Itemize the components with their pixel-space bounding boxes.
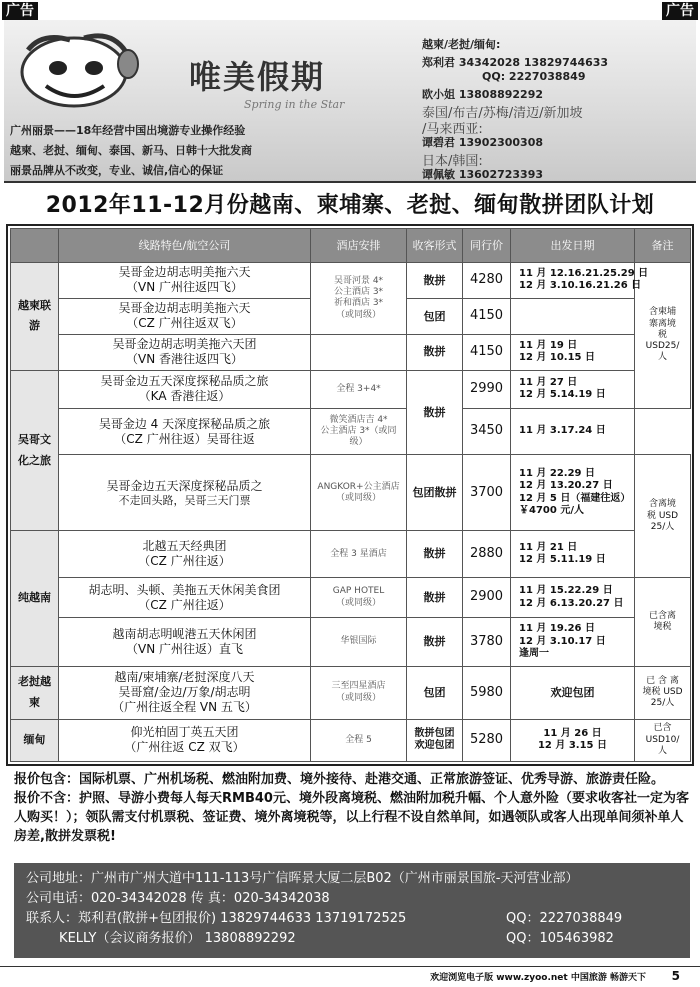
tagline-3: 丽景品牌从不改变，专业、诚信,信心的保证 xyxy=(10,164,224,177)
region-myanmar: 缅甸 xyxy=(11,719,59,761)
region-vietnam: 纯越南 xyxy=(11,531,59,666)
date-line: 11 月 12.16.21.25.29 日 xyxy=(519,267,649,279)
note-line: 境税 xyxy=(653,621,672,632)
route-cell xyxy=(59,531,311,578)
route-cell xyxy=(59,263,311,299)
route-name: 越南/柬埔寨/老挝深度八天 xyxy=(114,670,255,685)
note-line: 已含 xyxy=(653,723,672,734)
qq-2: QQ：105463982 xyxy=(506,931,614,946)
date-line: 12 月 3.15 日 xyxy=(537,740,608,752)
hotel-line: 三至四星酒店 xyxy=(331,681,386,692)
hotel-line: ANGKOR+公主酒店 xyxy=(317,481,400,492)
route-cell xyxy=(59,666,311,719)
route-cell xyxy=(59,370,311,408)
date-line: 12 月 13.20.27 日 xyxy=(519,480,613,492)
note-line: 含离境 xyxy=(648,499,676,510)
note-line: 境税 USD xyxy=(642,687,683,698)
table-row xyxy=(11,666,691,719)
company-phone: 公司电话：020-34342028 传 真：020-34342038 xyxy=(26,891,330,906)
note-line: 税 USD xyxy=(646,510,679,521)
kind-cell: 散拼 xyxy=(407,263,463,299)
date-cell xyxy=(511,455,635,531)
date-cell xyxy=(511,531,635,578)
price-cell: 2990 xyxy=(463,370,511,408)
table-row xyxy=(11,531,691,578)
date-line: 12 月 6.13.20.27 日 xyxy=(519,597,624,609)
kind-cell: 散拼 xyxy=(407,334,463,370)
route-cell xyxy=(59,719,311,761)
table-row xyxy=(11,455,691,531)
date-line: 12 月 5.11.19 日 xyxy=(519,554,606,566)
route-flight: （VN 广州往返）直飞 xyxy=(125,641,243,656)
price-cell: 3780 xyxy=(463,618,511,667)
route-name: 仰光柏固丁英五天团 xyxy=(130,725,239,740)
route-flight: （CZ 广州往返） xyxy=(138,597,231,612)
kind-line: 欢迎包团 xyxy=(414,740,455,752)
kind-cell: 包团 xyxy=(407,666,463,719)
site-slogan: 欢迎浏览电子版 www.zyoo.net 中国旅游 畅游天下 xyxy=(430,973,646,983)
table-row xyxy=(11,370,691,408)
routes-2: /马来西亚: xyxy=(422,122,483,137)
price-cell: 2900 xyxy=(463,578,511,618)
note-line: 含柬埔 xyxy=(648,307,676,318)
date-line: 11 月 19 日 xyxy=(519,339,578,351)
table-row xyxy=(11,618,691,667)
route-name: 吴哥金边胡志明美拖六天 xyxy=(118,265,251,280)
note-line: 寨离境 xyxy=(648,318,676,329)
route-flight: （CZ 广州往返） xyxy=(138,554,231,569)
date-line: 11 月 19.26 日 xyxy=(519,623,595,635)
date-cell xyxy=(511,618,635,667)
header-region xyxy=(11,229,59,263)
hotel-cell xyxy=(311,334,407,370)
price-cell: 5280 xyxy=(463,719,511,761)
route-cell xyxy=(59,334,311,370)
date-line: 逢周一 xyxy=(519,648,549,660)
note-line: 税 xyxy=(657,329,667,340)
contact-person-2: KELLY（会议商务报价） 13808892292 xyxy=(26,931,296,946)
route-cell xyxy=(59,298,311,334)
hotel-cell: 华银国际 xyxy=(311,618,407,667)
hotel-line: 微笑酒店吉 4* xyxy=(329,414,388,425)
date-line: 11 月 22.29 日 xyxy=(519,467,595,479)
date-cell xyxy=(511,719,635,761)
hotel-line: （或同级） xyxy=(335,492,381,503)
date-line: 11 月 21 日 xyxy=(519,541,578,553)
route-flight: （广州往返 CZ 双飞） xyxy=(124,740,245,755)
contact-qq: QQ: 2227038849 xyxy=(482,70,586,83)
hotel-cell: 全程 3+4* xyxy=(311,370,407,408)
header-note: 备注 xyxy=(635,229,691,263)
contact-2: 欧小姐 13808892292 xyxy=(422,88,544,101)
date-line: 12 月 5.14.19 日 xyxy=(519,389,606,401)
header-date: 出发日期 xyxy=(511,229,635,263)
hotel-line: （或同级） xyxy=(335,309,381,320)
date-line: 11 月 15.22.29 日 xyxy=(519,585,613,597)
contact-row-2 xyxy=(26,929,678,949)
date-cell xyxy=(511,370,635,408)
route-flight: （广州往返全程 VN 五飞） xyxy=(112,700,257,715)
route-name: 吴哥金边胡志明美拖六天团 xyxy=(112,337,257,352)
route-cell xyxy=(59,408,311,455)
price-cell: 4280 xyxy=(463,263,511,299)
contact-3: 谭碧君 13902300308 xyxy=(422,136,544,149)
route-name: 北越五天经典团 xyxy=(142,539,227,554)
ad-label-left: 广告 xyxy=(2,2,38,20)
hotel-line: （或同级） xyxy=(335,597,381,608)
price-cell: 5980 xyxy=(463,666,511,719)
region-yuejian: 越柬联游 xyxy=(11,263,59,371)
contact-row-1 xyxy=(26,909,678,929)
page-footer xyxy=(0,966,700,987)
price-include: 报价包含：国际机票、广州机场税、燃油附加费、境外接待、赴港交通、正常旅游签证、优秀导游、旅游责任险。 xyxy=(14,772,665,787)
region-laos: 老挝越柬 xyxy=(11,666,59,719)
date-cell xyxy=(511,334,635,370)
table-header xyxy=(11,229,691,263)
hotel-cell xyxy=(311,666,407,719)
hotel-cell xyxy=(311,455,407,531)
kind-cell xyxy=(407,719,463,761)
price-cell: 3450 xyxy=(463,408,511,455)
date-line: ￥4700 元/人 xyxy=(519,505,584,517)
smiling-mascot-icon xyxy=(12,28,142,110)
price-cell: 2880 xyxy=(463,531,511,578)
header-hotel: 酒店安排 xyxy=(311,229,407,263)
route-name: 吴哥金边五天深度探秘品质之 xyxy=(106,478,263,493)
price-exclude: 报价不含：护照、导游小费每人每天RMB40元、境外段离境税、燃油附加税升幅、个人意外险（要求收客社一定为客人购买！）；领队需支付机票税、签证费、境外离境税等，以上行程不设自然单间，如遇领队或客人出现单间须补单人房差,散拼发票税! xyxy=(14,791,689,844)
date-cell xyxy=(511,578,635,618)
date-line: 12 月 3.10.16.21.26 日 xyxy=(519,280,642,292)
routes-1: 泰国/布吉/苏梅/清迈/新加坡 xyxy=(422,106,583,121)
hotel-line: 公主酒店 3* xyxy=(333,287,384,298)
tagline-2: 越柬、老挝、缅甸、泰国、新马、日韩十大批发商 xyxy=(10,144,252,157)
hotel-line: （或同级） xyxy=(335,692,381,703)
hotel-line: GAP HOTEL xyxy=(332,586,385,597)
note-line: 25/人 xyxy=(650,698,675,709)
hotel-cell: 全程 3 星酒店 xyxy=(311,531,407,578)
kind-cell: 包团散拼 xyxy=(407,455,463,531)
hotel-cell: 全程 5 xyxy=(311,719,407,761)
header-price: 同行价 xyxy=(463,229,511,263)
note-cell xyxy=(635,263,691,409)
route-cell xyxy=(59,455,311,531)
qq-1: QQ：2227038849 xyxy=(506,911,623,926)
hotel-line: 级） xyxy=(349,437,368,448)
route-cell xyxy=(59,578,311,618)
route-flight: （VN 广州往返四飞） xyxy=(125,280,243,295)
kind-cell: 散拼 xyxy=(407,578,463,618)
table-row xyxy=(11,263,691,299)
kind-cell: 散拼 xyxy=(407,618,463,667)
region-angkor: 吴哥文化之旅 xyxy=(11,370,59,531)
note-line: 人 xyxy=(657,745,667,756)
route-flight: （KA 香港往返） xyxy=(138,389,231,404)
hotel-line: 祈和酒店 3* xyxy=(333,298,384,309)
date-line: 12 月 5 日（福建往返） xyxy=(519,492,631,504)
note-line: 人 xyxy=(657,352,667,363)
table-row xyxy=(11,719,691,761)
date-cell xyxy=(511,263,649,299)
date-cell xyxy=(511,298,635,334)
kind-line: 散拼包团 xyxy=(414,727,455,739)
contact-1: 郑利君 34342028 13829744633 xyxy=(422,56,609,69)
note-line: USD10/ xyxy=(645,734,680,745)
table-row xyxy=(11,408,691,455)
kind-cell: 散拼 xyxy=(407,531,463,578)
header-route: 线路特色/航空公司 xyxy=(59,229,311,263)
table-row xyxy=(11,334,691,370)
route-name: 吴哥金边 4 天深度探秘品质之旅 xyxy=(98,416,271,431)
note-cell xyxy=(635,719,691,761)
route-sub: 吴哥窟/金边/万象/胡志明 xyxy=(118,685,251,700)
company-address: 公司地址：广州市广州大道中111-113号广信晖景大厦二层B02（广州市丽景国旅-天河营业部） xyxy=(26,871,579,886)
date-cell: 欢迎包团 xyxy=(511,666,635,719)
note-line: 已 含 离 xyxy=(646,675,679,686)
price-cell: 4150 xyxy=(463,298,511,334)
kind-cell: 包团 xyxy=(407,298,463,334)
note-cell xyxy=(635,578,691,667)
note-cell xyxy=(635,666,691,719)
table-row xyxy=(11,578,691,618)
price-cell: 4150 xyxy=(463,334,511,370)
date-line: 11 月 26 日 xyxy=(543,727,602,739)
hotel-cell xyxy=(311,408,407,455)
contact-head: 越柬/老挝/缅甸: xyxy=(422,38,501,51)
brand-script: Spring in the Star xyxy=(244,98,345,111)
hotel-cell xyxy=(311,578,407,618)
tagline-1: 广州丽景——18年经营中国出境游专业操作经验 xyxy=(10,124,246,137)
price-cell: 3700 xyxy=(463,455,511,531)
banner xyxy=(4,20,696,183)
route-cell xyxy=(59,618,311,667)
contact-person-1: 联系人：郑利君(散拼+包团报价) 13829744633 13719172525 xyxy=(26,911,407,926)
note-line: 25/人 xyxy=(650,521,675,532)
date-line: 12 月 3.10.17 日 xyxy=(519,635,606,647)
ad-label-right: 广告 xyxy=(662,2,698,20)
route-flight: 不走回头路，吴哥三天门票 xyxy=(118,493,251,507)
date-line: 12 月 10.15 日 xyxy=(519,352,595,364)
brand-name: 唯美假期 xyxy=(189,58,326,96)
date-line: 11 月 27 日 xyxy=(519,376,578,388)
route-flight: （VN 香港往返四飞） xyxy=(125,352,243,367)
kind-cell: 散拼 xyxy=(407,370,463,455)
contact-footer xyxy=(14,863,690,958)
page-number: 5 xyxy=(671,969,680,983)
hotel-line: 公主酒店 3*（或同 xyxy=(320,425,397,436)
route-name: 越南胡志明岘港五天休闲团 xyxy=(112,626,257,641)
route-flight: （CZ 广州往返）吴哥往返 xyxy=(114,431,255,446)
price-terms xyxy=(14,770,690,846)
note-line: USD25/ xyxy=(645,341,680,352)
hotel-line: 吴哥河景 4* xyxy=(333,275,384,286)
note-cell xyxy=(635,455,691,578)
date-cell: 11 月 3.17.24 日 xyxy=(511,408,635,455)
routes-3: 日本/韩国: xyxy=(422,154,483,169)
header-kind: 收客形式 xyxy=(407,229,463,263)
note-line: 已含离 xyxy=(648,610,676,621)
page-title: 2012年11-12月份越南、柬埔寨、老挝、缅甸散拼团队计划 xyxy=(45,193,655,218)
tour-schedule-table xyxy=(6,224,694,766)
hotel-cell xyxy=(311,263,407,335)
route-name: 吴哥金边五天深度探秘品质之旅 xyxy=(100,374,269,389)
route-name: 吴哥金边胡志明美拖六天 xyxy=(118,301,251,316)
route-name: 胡志明、头顿、美拖五天休闲美食团 xyxy=(88,582,281,597)
route-flight: （CZ 广州往返双飞） xyxy=(126,316,243,331)
contact-4: 谭佩敏 13602723393 xyxy=(422,168,544,181)
